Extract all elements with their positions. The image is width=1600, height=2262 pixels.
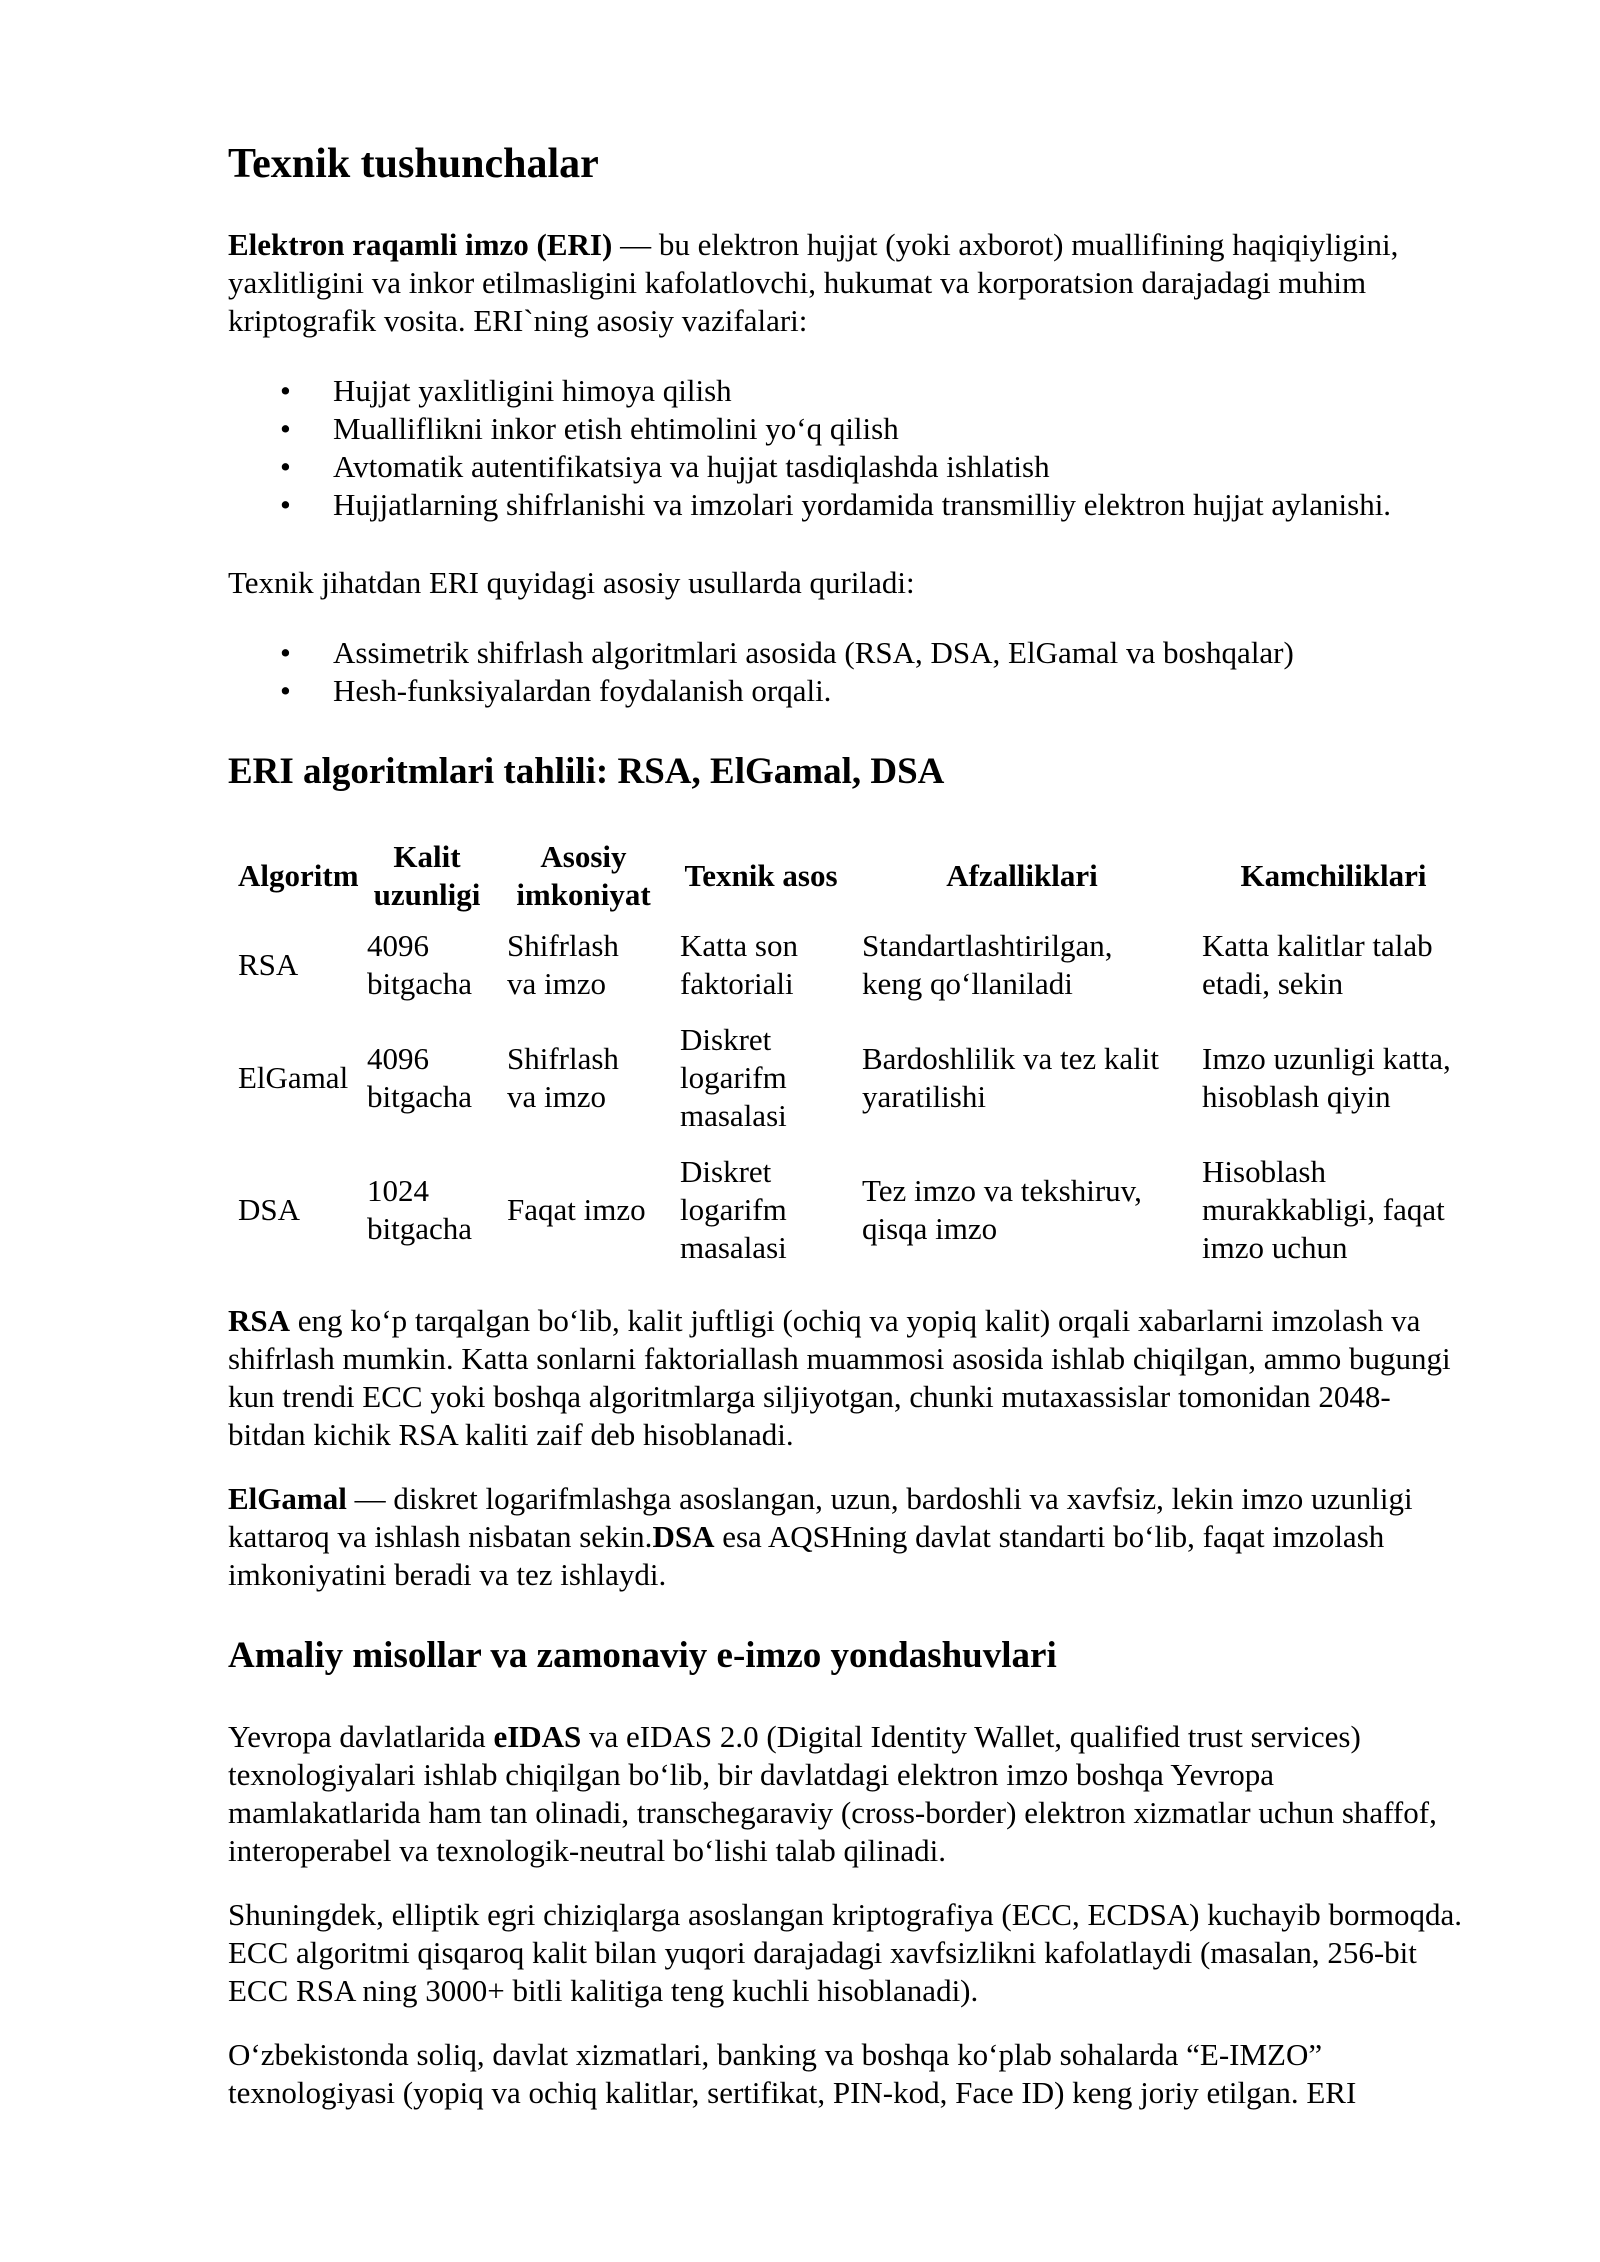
table-cell: Faqat imzo (507, 1192, 646, 1227)
list-item: • Hesh-funksiyalardan foydalanish orqali. (333, 672, 1468, 710)
bullet-list-eri-tasks (228, 372, 1468, 524)
table-cell: 4096 bitgacha (367, 928, 473, 1001)
paragraph-eidas (228, 1718, 1468, 1870)
text-run: Yevropa davlatlarida (228, 1719, 494, 1754)
bold-text-run: RSA (228, 1303, 291, 1338)
table-cell: Bardoshlilik va tez kalit yaratilishi (862, 1041, 1160, 1114)
table-cell: ElGamal (238, 1060, 349, 1095)
section-heading-amaliy-misollar: Amaliy misollar va zamonaviy e-imzo yondashuvlari (228, 1635, 1057, 1676)
table-cell: 1024 bitgacha (367, 1173, 473, 1246)
table-cell: Shifrlash va imzo (507, 1041, 619, 1114)
paragraph-rsa (228, 1302, 1468, 1454)
table-header-cell: Asosiy imkoniyat (516, 839, 651, 912)
paragraph-methods-intro: Texnik jihatdan ERI quyidagi asosiy usullarda quriladi: (228, 565, 915, 600)
list-item: • Hujjat yaxlitligini himoya qilish (333, 372, 1468, 410)
table-header-row (228, 834, 1475, 918)
bold-text-run: Elektron raqamli imzo (ERI) (228, 227, 613, 262)
table-cell: Imzo uzunligi katta, hisoblash qiyin (1202, 1041, 1451, 1114)
document-body (228, 140, 1468, 2112)
table-row (228, 1012, 1475, 1144)
list-item: • Assimetrik shifrlash algoritmlari asosida (RSA, DSA, ElGamal va boshqalar) (333, 634, 1468, 672)
table-header-cell: Texnik asos (684, 858, 838, 893)
table-cell: DSA (238, 1192, 301, 1227)
table-cell: Standartlashtirilgan, keng qo‘llaniladi (862, 928, 1113, 1001)
text-run: O‘zbekistonda soliq, davlat xizmatlari, banking va boshqa ko‘plab sohalarda “E-IMZO” texnologiyasi (yopiq va ochiq kalitlar, sertifikat, PIN-kod, Face ID) keng joriy etilgan. ERI (228, 2037, 1357, 2110)
section-heading-texnik-tushunchalar: Texnik tushunchalar (228, 141, 599, 187)
text-run: — diskret logarifmlashga asoslangan, uzun, bardoshli va xavfsiz, lekin imzo uzunligi kattaroq va ishlash nisbatan sekin. (228, 1481, 1413, 1554)
table-cell: RSA (238, 947, 299, 982)
bold-text-run: eIDAS (493, 1719, 582, 1754)
table-header-cell: Algoritm (238, 858, 359, 893)
list-item: • Hujjatlarning shifrlanishi va imzolari yordamida transmilliy elektron hujjat aylanishi. (333, 486, 1468, 524)
text-run: esa AQSHning davlat standarti bo‘lib, faqat imzolash imkoniyatini beradi va tez ishlaydi. (228, 1519, 1385, 1592)
table-row (228, 1144, 1475, 1276)
paragraph-ecc (228, 1896, 1468, 2010)
table-cell: Diskret logarifm masalasi (680, 1154, 787, 1265)
table-cell: Katta son faktoriali (680, 928, 798, 1001)
table-cell: Tez imzo va tekshiruv, qisqa imzo (862, 1173, 1142, 1246)
list-item: • Avtomatik autentifikatsiya va hujjat tasdiqlashda ishlatish (333, 448, 1468, 486)
algorithms-comparison-table (228, 834, 1475, 1276)
table-cell: Hisoblash murakkabligi, faqat imzo uchun (1202, 1154, 1445, 1265)
table-header-cell: Kalit uzunligi (373, 839, 481, 912)
section-heading-eri-algoritmlari: ERI algoritmlari tahlili: RSA, ElGamal, DSA (228, 751, 945, 792)
paragraph-uzbekistan-eimzo (228, 2036, 1468, 2112)
table-header-cell: Kamchiliklari (1240, 858, 1427, 893)
bold-text-run: DSA (652, 1519, 715, 1554)
paragraph-elgamal-dsa (228, 1480, 1468, 1594)
table-cell: Shifrlash va imzo (507, 928, 619, 1001)
table-cell: Katta kalitlar talab etadi, sekin (1202, 928, 1433, 1001)
table-row (228, 918, 1475, 1012)
text-run: va eIDAS 2.0 (Digital Identity Wallet, qualified trust services) texnologiyalari ishlab chiqilgan bo‘lib, bir davlatdagi elektron imzo boshqa Yevropa mamlakatlarida ham tan olinadi, transchegaraviy (cross-border) elektron xizmatlar uchun shaffof, interoperabel va texnologik-neutral bo‘lishi talab qilinadi. (228, 1719, 1437, 1868)
bold-text-run: ElGamal (228, 1481, 347, 1516)
table-cell: Diskret logarifm masalasi (680, 1022, 787, 1133)
table-cell: 4096 bitgacha (367, 1041, 473, 1114)
table-body (228, 918, 1475, 1276)
text-run: — bu elektron hujjat (yoki axborot) muallifining haqiqiyligini, yaxlitligini va inkor etilmasligini kafolatlovchi, hukumat va korporatsion darajadagi muhim kriptografik vosita. ERI`ning asosiy vazifalari: (228, 227, 1399, 338)
text-run: eng ko‘p tarqalgan bo‘lib, kalit juftligi (ochiq va yopiq kalit) orqali xabarlarni imzolash va shifrlash mumkin. Katta sonlarni faktoriallash muammosi asosida ishlab chiqilgan, ammo bugungi kun trendi ECC yoki boshqa algoritmlarga siljiyotgan, chunki mutaxassislar tomonidan 2048-bitdan kichik RSA kaliti zaif deb hisoblanadi. (228, 1303, 1451, 1452)
paragraph-eri-definition (228, 226, 1468, 340)
list-item: • Mualliflikni inkor etish ehtimolini yo‘q qilish (333, 410, 1468, 448)
bullet-list-methods (228, 634, 1468, 710)
table-header-cell: Afzalliklari (946, 858, 1098, 893)
text-run: Shuningdek, elliptik egri chiziqlarga asoslangan kriptografiya (ECC, ECDSA) kuchayib bormoqda. ECC algoritmi qisqaroq kalit bilan yuqori darajadagi xavfsizlikni kafolatlaydi (masalan, 256-bit ECC RSA ning 3000+ bitli kalitiga teng kuchli hisoblanadi). (228, 1897, 1463, 2008)
